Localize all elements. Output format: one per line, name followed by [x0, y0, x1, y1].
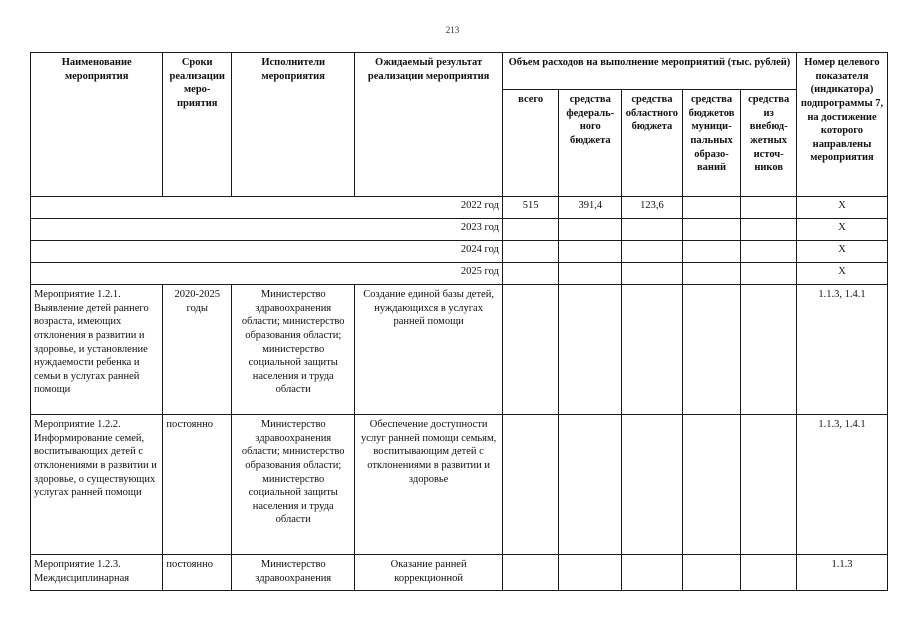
measure-row-1-2-1: [31, 285, 888, 415]
header-term: Сроки реализации меро-приятия: [163, 53, 232, 197]
year-total: [502, 219, 559, 241]
year-federal: [559, 241, 622, 263]
measure-total: [502, 285, 559, 415]
measure-executors: Министерство здравоохранения области; министерство образования области; министерство социальной защиты населения и труда области: [232, 415, 355, 555]
measure-municipal: [682, 555, 741, 591]
measure-name: Мероприятие 1.2.1. Выявление детей раннего возраста, имеющих отклонения в развитии и здоровье, и установление нуждаемости ребенка и семьи в услугах ранней помощи: [31, 285, 163, 415]
year-municipal: [682, 263, 741, 285]
year-federal: [559, 219, 622, 241]
measure-result: Создание единой базы детей, нуждающихся в услугах ранней помощи: [355, 285, 503, 415]
measure-extra: [741, 415, 797, 555]
year-municipal: [682, 241, 741, 263]
year-label: 2022 год: [31, 197, 503, 219]
header-extra: средства из внебюд-жетных источ-ников: [741, 90, 797, 197]
year-regional: [622, 219, 683, 241]
year-total: [502, 241, 559, 263]
page-number: 213: [445, 25, 460, 35]
header-federal: средства федераль-ного бюджета: [559, 90, 622, 197]
year-federal: 391,4: [559, 197, 622, 219]
year-total: [502, 263, 559, 285]
measure-total: [502, 555, 559, 591]
measure-indicator: 1.1.3, 1.4.1: [796, 285, 887, 415]
header-name: Наименование мероприятия: [31, 53, 163, 197]
measure-federal: [559, 415, 622, 555]
year-indicator: X: [796, 241, 887, 263]
measure-executors: Министерство здравоохранения: [232, 555, 355, 591]
measure-regional: [622, 415, 683, 555]
header-expenses-group: Объем расходов на выполнение мероприятий (тыс. рублей): [502, 53, 796, 90]
header-total: всего: [502, 90, 559, 197]
measure-indicator: 1.1.3, 1.4.1: [796, 415, 887, 555]
year-extra: [741, 263, 797, 285]
header-regional: средства областного бюджета: [622, 90, 683, 197]
year-label: 2025 год: [31, 263, 503, 285]
year-regional: [622, 241, 683, 263]
measure-name: Мероприятие 1.2.3. Междисциплинарная: [31, 555, 163, 591]
measure-term: 2020-2025 годы: [163, 285, 232, 415]
header-indicator: Номер целевого показателя (индикатора) подпрограммы 7, на достижение которого направлены мероприятия: [796, 53, 887, 197]
year-label: 2023 год: [31, 219, 503, 241]
year-indicator: X: [796, 263, 887, 285]
measure-regional: [622, 285, 683, 415]
header-row-top: [31, 53, 888, 90]
measure-extra: [741, 285, 797, 415]
year-indicator: X: [796, 197, 887, 219]
year-row-2022: [31, 197, 888, 219]
year-extra: [741, 219, 797, 241]
measure-federal: [559, 285, 622, 415]
measure-result: Оказание ранней коррекционной: [355, 555, 503, 591]
measure-name: Мероприятие 1.2.2. Информирование семей, воспитывающих детей с отклонениями в развитии и здоровье, о существующих услугах ранней помощи: [31, 415, 163, 555]
year-row-2023: [31, 219, 888, 241]
measures-table: [30, 52, 888, 591]
measure-indicator: 1.1.3: [796, 555, 887, 591]
year-indicator: X: [796, 219, 887, 241]
year-extra: [741, 197, 797, 219]
measure-municipal: [682, 415, 741, 555]
measure-term: постоянно: [163, 555, 232, 591]
measure-executors: Министерство здравоохранения области; министерство образования области; министерство социальной защиты населения и труда области: [232, 285, 355, 415]
header-executors: Исполнители мероприятия: [232, 53, 355, 197]
year-federal: [559, 263, 622, 285]
measure-regional: [622, 555, 683, 591]
year-row-2025: [31, 263, 888, 285]
measure-municipal: [682, 285, 741, 415]
year-municipal: [682, 219, 741, 241]
measure-row-1-2-2: [31, 415, 888, 555]
year-regional: 123,6: [622, 197, 683, 219]
year-total: 515: [502, 197, 559, 219]
year-row-2024: [31, 241, 888, 263]
year-label: 2024 год: [31, 241, 503, 263]
measure-row-1-2-3: [31, 555, 888, 591]
measure-federal: [559, 555, 622, 591]
year-extra: [741, 241, 797, 263]
measure-total: [502, 415, 559, 555]
measure-result: Обеспечение доступности услуг ранней помощи семьям, воспитывающим детей с отклонениями в развитии и здоровье: [355, 415, 503, 555]
measure-term: постоянно: [163, 415, 232, 555]
year-municipal: [682, 197, 741, 219]
measure-extra: [741, 555, 797, 591]
year-regional: [622, 263, 683, 285]
header-municipal: средства бюджетов муници-пальных образо-ваний: [682, 90, 741, 197]
header-result: Ожидаемый результат реализации мероприятия: [355, 53, 503, 197]
